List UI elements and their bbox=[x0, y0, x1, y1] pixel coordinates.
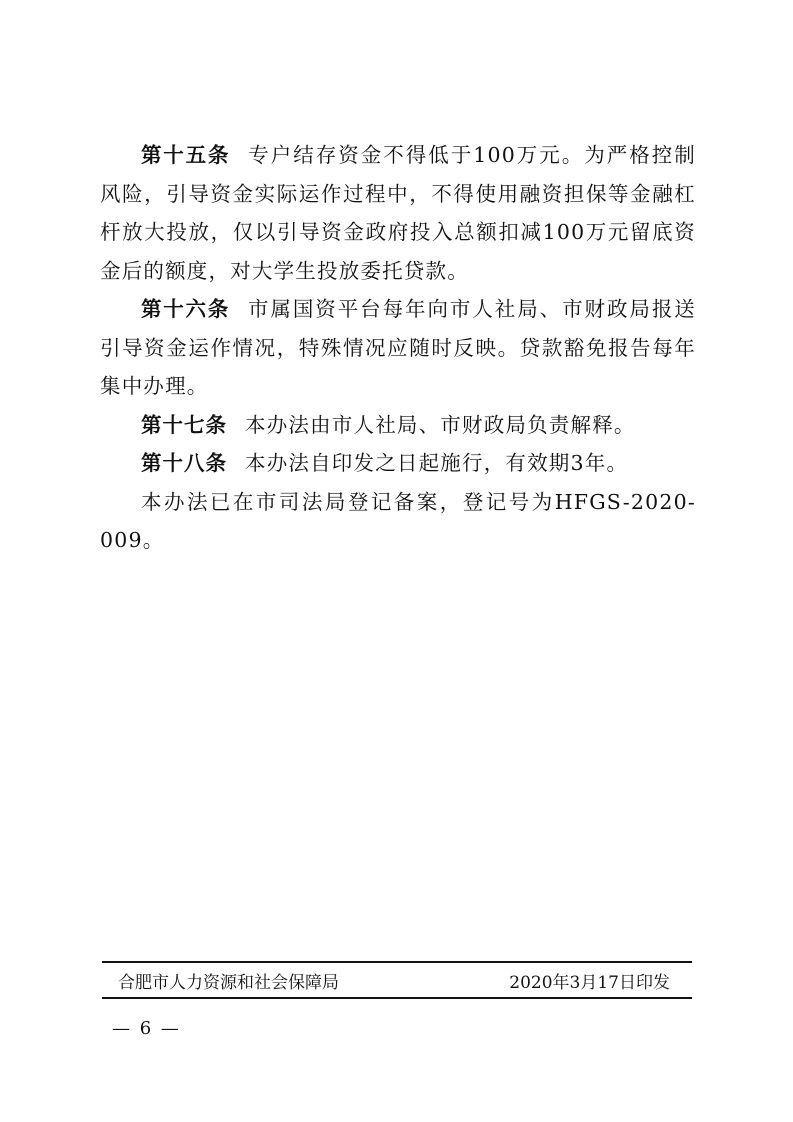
article-number: 第十七条 bbox=[141, 412, 227, 437]
article-18 bbox=[100, 444, 696, 483]
article-number: 第十五条 bbox=[141, 143, 231, 167]
article-text: 专户结存资金不得低于100万元。为严格控制风险，引导资金实际运作过程中，不得使用融资担保等金融杠杆放大投放，仅以引导资金政府投入总额扣减100万元留底资金后的额度，对大学生投放委托贷款。 bbox=[100, 143, 697, 283]
article-15 bbox=[100, 136, 696, 290]
article-text: 本办法由市人社局、市财政局负责解释。 bbox=[245, 412, 636, 437]
registration-note: 本办法已在市司法局登记备案，登记号为HFGS-2020-009。 bbox=[100, 489, 696, 552]
document-body bbox=[100, 136, 696, 560]
article-number: 第十八条 bbox=[141, 451, 227, 475]
page-number: — 6 — bbox=[112, 1018, 181, 1039]
article-text: 本办法自印发之日起施行，有效期3年。 bbox=[245, 451, 629, 475]
imprint-bar bbox=[102, 961, 692, 999]
article-17 bbox=[100, 406, 696, 445]
issue-date: 2020年3月17日印发 bbox=[509, 972, 670, 993]
article-text: 市属国资平台每年向市人社局、市财政局报送引导资金运作情况，特殊情况应随时反映。贷款豁免报告每年集中办理。 bbox=[100, 297, 697, 398]
issuer-name: 合肥市人力资源和社会保障局 bbox=[118, 972, 339, 993]
article-16 bbox=[100, 290, 696, 406]
article-number: 第十六条 bbox=[141, 297, 230, 321]
